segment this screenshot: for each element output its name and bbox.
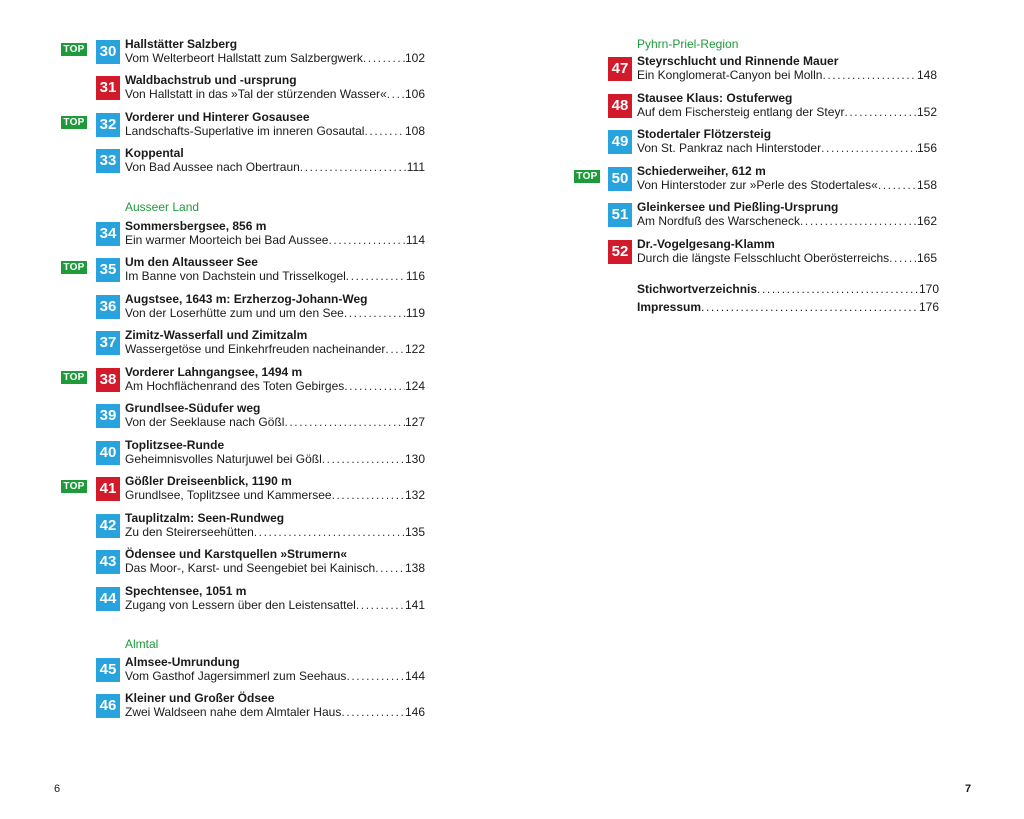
route-title: Sommersbergsee, 856 m [125,219,267,233]
route-description: Am Hochflächenrand des Toten Gebirges [125,379,345,393]
route-page-number: 122 [404,342,425,356]
toc-entry[interactable] [512,200,942,233]
route-subtitle-line [125,561,425,575]
leader-dots [385,342,405,356]
route-title: Gößler Dreiseenblick, 1190 m [125,474,292,488]
route-subtitle-line [125,269,425,283]
top-badge: TOP [61,116,87,129]
route-title: Steyrschlucht und Rinnende Mauer [637,54,839,68]
route-number-box: 52 [608,240,632,264]
route-description: Von der Loserhütte zum und um den See [125,306,344,320]
toc-entry[interactable] [0,547,430,580]
leader-dots [300,160,407,174]
toc-entry[interactable] [0,365,430,398]
route-subtitle-line [125,379,425,393]
route-number-box: 36 [96,295,120,319]
route-number-box: 49 [608,130,632,154]
index-page: 176 [918,300,939,314]
route-page-number: 135 [404,525,425,539]
route-page-number: 132 [404,488,425,502]
top-badge: TOP [61,43,87,56]
route-description: Vom Welterbeort Hallstatt zum Salzbergwerk [125,51,363,65]
route-subtitle-line [637,105,937,119]
toc-entry[interactable] [0,655,430,688]
route-number-box: 46 [96,694,120,718]
route-page-number: 146 [404,705,425,719]
leader-dots [757,282,919,296]
leader-dots [332,488,405,502]
leader-dots [346,269,406,283]
route-subtitle-line [125,452,425,466]
index-line-stichwortverzeichnis[interactable] [637,282,939,296]
route-page-number: 148 [916,68,937,82]
route-page-number: 152 [916,105,937,119]
route-number-box: 43 [96,550,120,574]
route-number-box: 45 [96,658,120,682]
leader-dots [364,124,405,138]
route-title: Almsee-Umrundung [125,655,240,669]
route-title: Zimitz-Wasserfall und Zimitzalm [125,328,308,342]
top-badge: TOP [61,371,87,384]
leader-dots [254,525,405,539]
toc-entry[interactable] [0,511,430,544]
route-page-number: 156 [916,141,937,155]
toc-entry[interactable] [512,127,942,160]
route-title: Koppental [125,146,184,160]
route-description: Zugang von Lessern über den Leistensattel [125,598,356,612]
route-page-number: 130 [404,452,425,466]
route-number-box: 39 [96,404,120,428]
toc-entry[interactable] [512,54,942,87]
route-number-box: 32 [96,113,120,137]
route-page-number: 116 [405,269,425,283]
route-title: Um den Altausseer See [125,255,258,269]
route-number-box: 37 [96,331,120,355]
route-description: Landschafts-Superlative im inneren Gosautal [125,124,365,138]
route-number-box: 38 [96,368,120,392]
section-heading-almtal: Almtal [125,637,159,651]
route-title: Vorderer und Hinterer Gosausee [125,110,310,124]
route-subtitle-line [125,415,425,429]
leader-dots [822,68,917,82]
route-title: Grundlsee-Südufer weg [125,401,261,415]
top-badge: TOP [61,261,87,274]
route-description: Zu den Steirerseehütten [125,525,254,539]
index-line-impressum[interactable] [637,300,939,314]
route-page-number: 162 [916,214,937,228]
page-number-right: 7 [965,783,972,795]
leader-dots [363,51,405,65]
leader-dots [341,705,405,719]
leader-dots [387,87,405,101]
leader-dots [701,300,919,314]
toc-entry[interactable] [0,73,430,106]
route-description: Grundlsee, Toplitzsee und Kammersee [125,488,332,502]
route-description: Ein warmer Moorteich bei Bad Aussee [125,233,329,247]
route-title: Stodertaler Flötzersteig [637,127,772,141]
route-description: Zwei Waldseen nahe dem Almtaler Haus [125,705,342,719]
toc-entry[interactable] [0,691,430,724]
leader-dots [284,415,405,429]
route-page-number: 144 [404,669,425,683]
route-number-box: 34 [96,222,120,246]
route-page-number: 119 [405,306,425,320]
route-number-box: 33 [96,149,120,173]
section-heading-pyhrn-priel-region: Pyhrn-Priel-Region [637,37,739,51]
toc-entry[interactable] [0,438,430,471]
route-subtitle-line [125,488,425,502]
toc-entry[interactable] [0,474,430,507]
leader-dots [356,598,405,612]
route-title: Schiederweiher, 612 m [637,164,766,178]
route-title: Hallstätter Salzberg [125,37,238,51]
route-description: Das Moor-, Karst- und Seengebiet bei Kainisch [125,561,376,575]
route-number-box: 51 [608,203,632,227]
route-subtitle-line [637,214,937,228]
route-subtitle-line [637,251,937,265]
route-number-box: 47 [608,57,632,81]
route-page-number: 108 [404,124,425,138]
route-page-number: 111 [406,160,425,174]
leader-dots [328,233,405,247]
leader-dots [821,141,917,155]
route-description: Von Bad Aussee nach Obertraun [125,160,300,174]
route-title: Augstsee, 1643 m: Erzherzog-Johann-Weg [125,292,368,306]
route-subtitle-line [125,598,425,612]
route-number-box: 41 [96,477,120,501]
route-page-number: 141 [404,598,425,612]
route-title: Gleinkersee und Pießling-Ursprung [637,200,839,214]
toc-entry[interactable] [0,584,430,617]
toc-entry[interactable] [0,401,430,434]
toc-entry[interactable] [0,292,430,325]
route-subtitle-line [125,87,425,101]
route-number-box: 40 [96,441,120,465]
route-subtitle-line [125,124,425,138]
route-number-box: 35 [96,258,120,282]
route-page-number: 127 [404,415,425,429]
route-description: Von St. Pankraz nach Hinterstoder [637,141,822,155]
index-page: 170 [918,282,939,296]
toc-entry[interactable] [0,219,430,252]
leader-dots [346,669,405,683]
index-label: Impressum [637,300,702,314]
route-description: Im Banne von Dachstein und Trisselkogel [125,269,346,283]
route-title: Tauplitzalm: Seen-Rundweg [125,511,285,525]
route-description: Von Hinterstoder zur »Perle des Stodertales« [637,178,878,192]
route-number-box: 44 [96,587,120,611]
section-heading-ausseer-land: Ausseer Land [125,200,200,214]
leader-dots [344,306,406,320]
route-subtitle-line [637,141,937,155]
route-subtitle-line [125,342,425,356]
route-title: Vorderer Lahngangsee, 1494 m [125,365,303,379]
route-description: Am Nordfuß des Warscheneck [637,214,800,228]
route-number-box: 50 [608,167,632,191]
leader-dots [889,251,917,265]
leader-dots [375,561,405,575]
route-description: Ein Konglomerat-Canyon bei Molln [637,68,823,82]
route-title: Toplitzsee-Runde [125,438,225,452]
route-number-box: 30 [96,40,120,64]
toc-entry[interactable] [0,328,430,361]
toc-entry[interactable] [0,37,430,70]
top-badge: TOP [574,170,600,183]
route-title: Stausee Klaus: Ostuferweg [637,91,793,105]
route-title: Waldbachstrub und -ursprung [125,73,297,87]
route-title: Kleiner und Großer Ödsee [125,691,275,705]
route-description: Von Hallstatt in das »Tal der stürzenden Wasser« [125,87,387,101]
route-page-number: 158 [916,178,937,192]
route-page-number: 165 [916,251,937,265]
route-subtitle-line [125,51,425,65]
leader-dots [344,379,405,393]
top-badge: TOP [61,480,87,493]
leader-dots [878,178,917,192]
route-page-number: 114 [405,233,425,247]
toc-entry[interactable] [512,237,942,270]
route-description: Geheimnisvolles Naturjuwel bei Gößl [125,452,322,466]
toc-entry[interactable] [0,255,430,288]
route-subtitle-line [637,68,937,82]
leader-dots [844,105,917,119]
toc-entry[interactable] [0,110,430,143]
route-description: Wassergetöse und Einkehrfreuden nacheinander [125,342,386,356]
route-title: Spechtensee, 1051 m [125,584,247,598]
route-subtitle-line [125,669,425,683]
route-title: Ödensee und Karstquellen »Strumern« [125,547,348,561]
route-subtitle-line [125,525,425,539]
route-subtitle-line [125,705,425,719]
route-description: Auf dem Fischersteig entlang der Steyr [637,105,845,119]
leader-dots [800,214,917,228]
route-subtitle-line [125,233,425,247]
toc-entry[interactable] [512,164,942,197]
route-page-number: 102 [404,51,425,65]
index-label: Stichwortverzeichnis [637,282,758,296]
leader-dots [322,452,405,466]
route-subtitle-line [125,160,425,174]
route-description: Von der Seeklause nach Gößl [125,415,285,429]
route-page-number: 138 [404,561,425,575]
route-page-number: 124 [404,379,425,393]
route-number-box: 31 [96,76,120,100]
route-subtitle-line [637,178,937,192]
page-number-left: 6 [54,783,61,795]
route-subtitle-line [125,306,425,320]
route-page-number: 106 [404,87,425,101]
route-title: Dr.-Vogelgesang-Klamm [637,237,775,251]
route-number-box: 48 [608,94,632,118]
route-description: Durch die längste Felsschlucht Oberösterreichs [637,251,890,265]
route-number-box: 42 [96,514,120,538]
toc-entry[interactable] [512,91,942,124]
toc-entry[interactable] [0,146,430,179]
route-description: Vom Gasthof Jagersimmerl zum Seehaus [125,669,347,683]
